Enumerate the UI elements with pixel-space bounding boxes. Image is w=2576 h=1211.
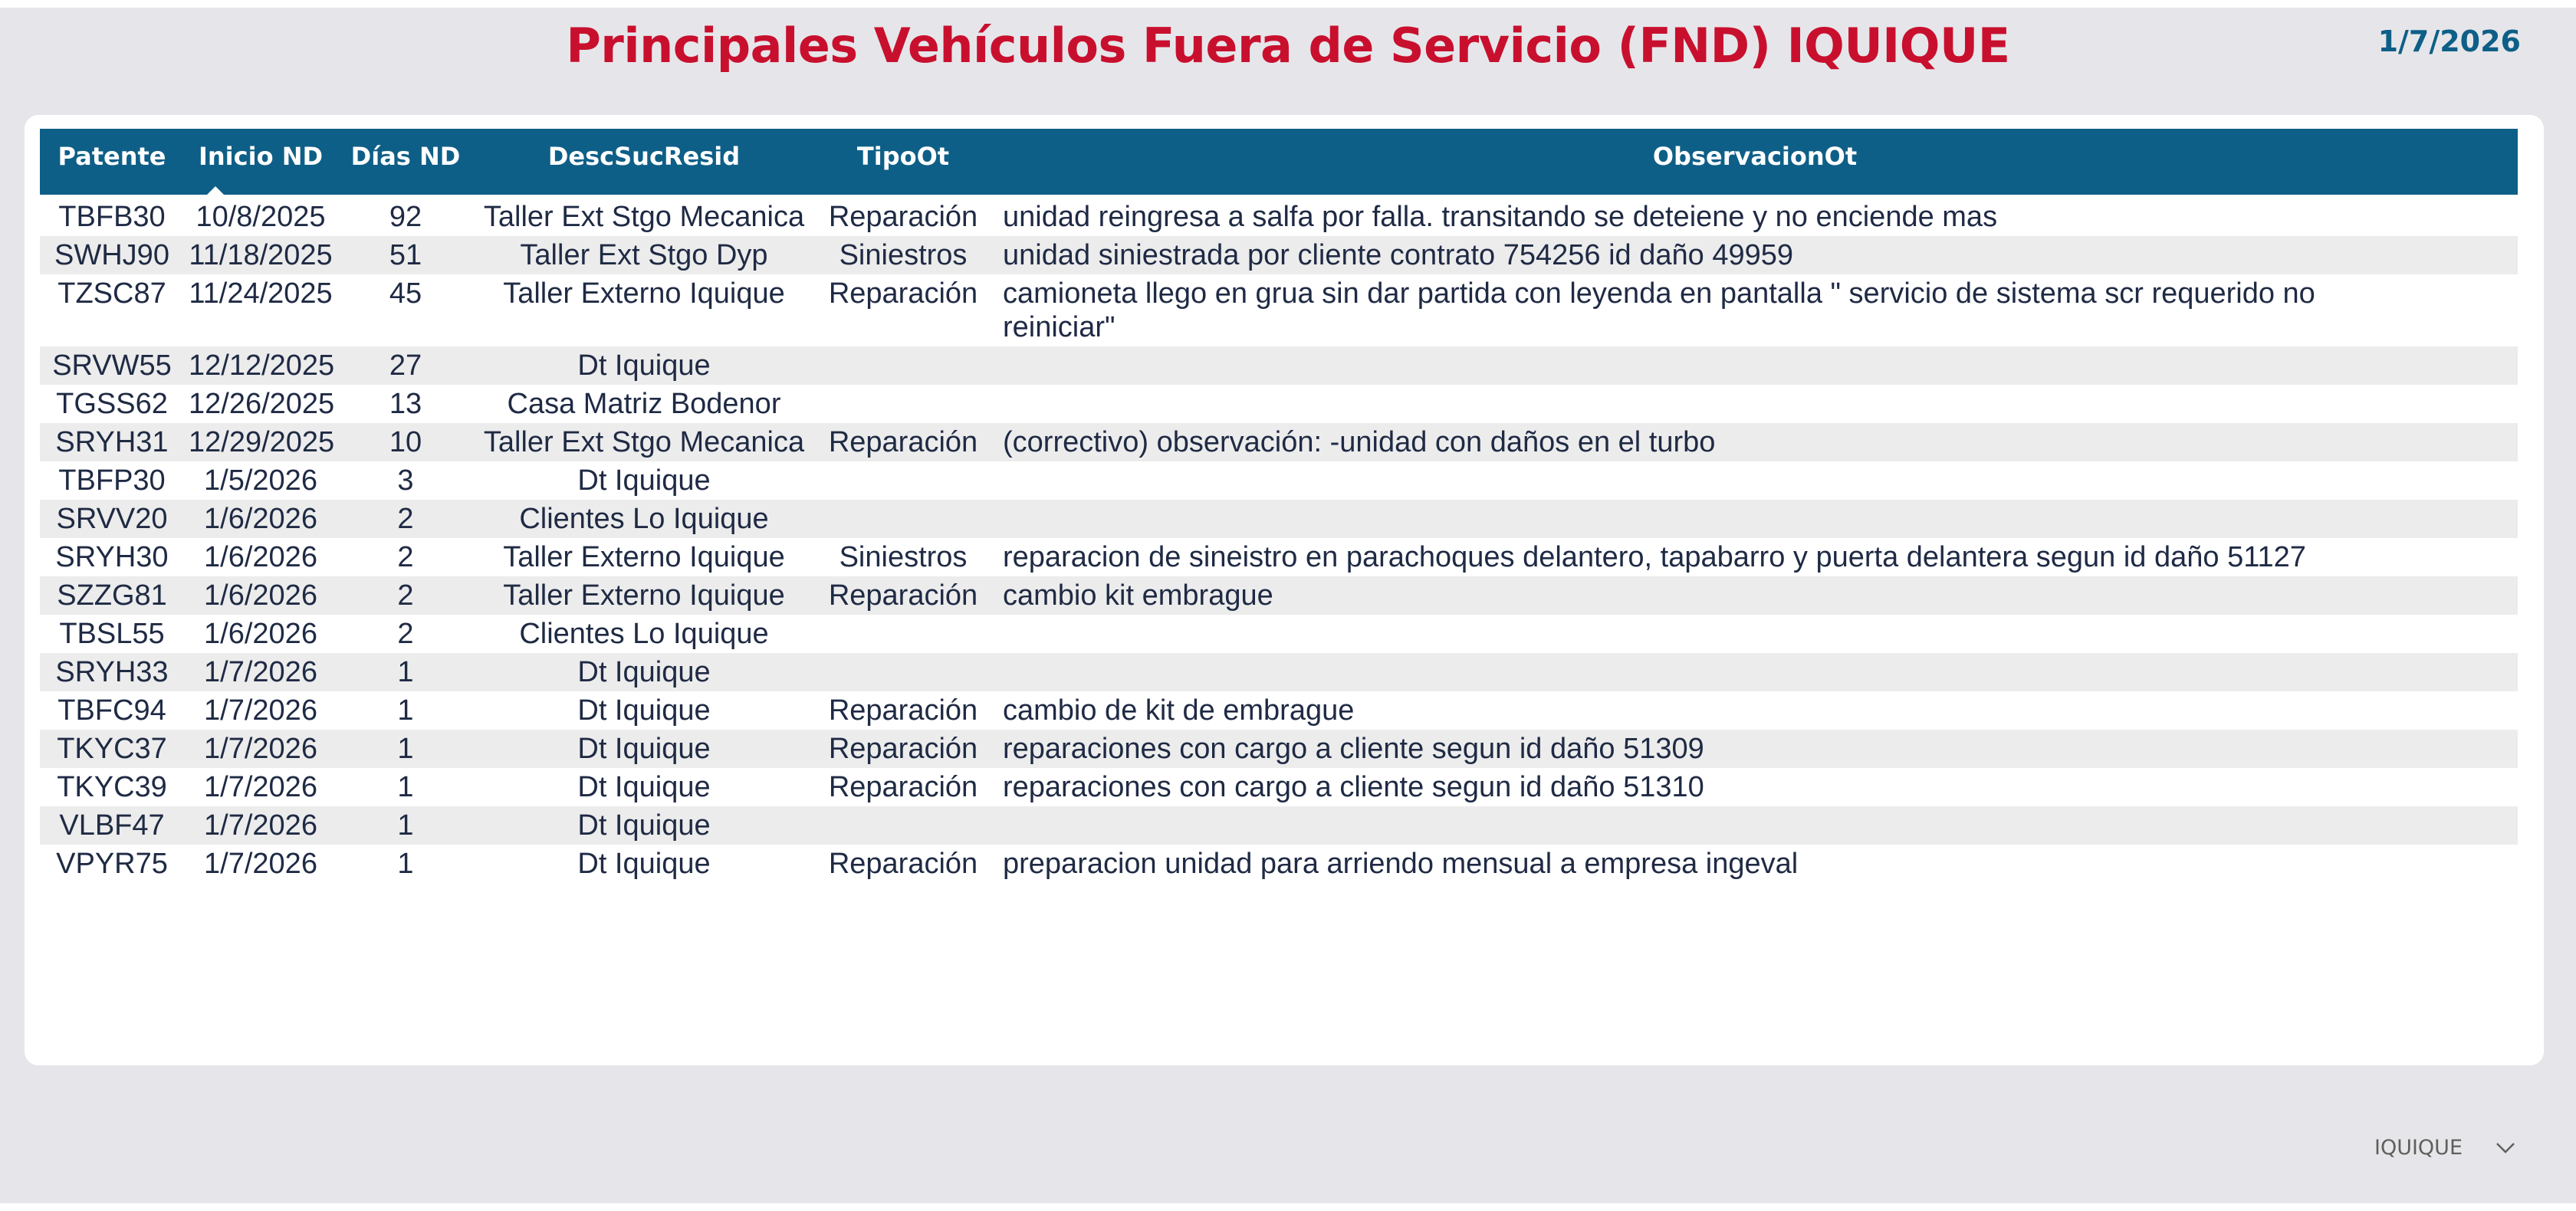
column-header-observacionot[interactable]: ObservacionOt [992,129,2518,196]
cell-descsucresid: Dt Iquique [474,461,814,500]
cell-dias-nd: 13 [337,385,474,423]
cell-patente: VLBF47 [40,806,184,845]
cell-patente: TBFB30 [40,196,184,236]
cell-tipoot: Reparación [814,423,992,461]
column-header-patente[interactable]: Patente [40,129,184,196]
cell-tipoot [814,653,992,691]
cell-observacionot: cambio de kit de embrague [992,691,2518,730]
cell-dias-nd: 1 [337,768,474,806]
column-header-label: Inicio ND [198,142,324,171]
cell-patente: TKYC39 [40,768,184,806]
cell-tipoot: Reparación [814,768,992,806]
cell-tipoot [814,346,992,385]
cell-tipoot: Reparación [814,576,992,615]
cell-observacionot: reparaciones con cargo a cliente segun id daño 51309 [992,730,2518,768]
cell-descsucresid: Dt Iquique [474,845,814,883]
sort-ascending-icon [207,186,224,195]
cell-tipoot: Reparación [814,196,992,236]
cell-inicio-nd: 1/6/2026 [184,500,337,538]
cell-inicio-nd: 1/7/2026 [184,730,337,768]
report-date: 1/7/2026 [2377,25,2521,58]
table-row[interactable] [40,615,2518,653]
cell-inicio-nd: 11/24/2025 [184,274,337,346]
cell-dias-nd: 2 [337,538,474,576]
cell-dias-nd: 2 [337,615,474,653]
cell-descsucresid: Dt Iquique [474,653,814,691]
cell-observacionot: reparaciones con cargo a cliente segun id daño 51310 [992,768,2518,806]
cell-observacionot [992,615,2518,653]
table-body [40,196,2518,883]
cell-descsucresid: Dt Iquique [474,806,814,845]
cell-inicio-nd: 1/7/2026 [184,806,337,845]
cell-patente: SWHJ90 [40,236,184,274]
cell-descsucresid: Dt Iquique [474,768,814,806]
cell-observacionot: (correctivo) observación: -unidad con daños en el turbo [992,423,2518,461]
cell-descsucresid: Dt Iquique [474,346,814,385]
cell-patente: TKYC37 [40,730,184,768]
cell-dias-nd: 1 [337,653,474,691]
cell-dias-nd: 1 [337,730,474,768]
cell-descsucresid: Taller Ext Stgo Mecanica [474,196,814,236]
column-header-dias-nd[interactable]: Días ND [337,129,474,196]
cell-descsucresid: Taller Ext Stgo Mecanica [474,423,814,461]
cell-patente: TZSC87 [40,274,184,346]
cell-tipoot: Siniestros [814,236,992,274]
page-title: Principales Vehículos Fuera de Servicio (FND) IQUIQUE [566,18,2010,74]
cell-descsucresid: Taller Externo Iquique [474,274,814,346]
cell-patente: SRYH30 [40,538,184,576]
cell-tipoot: Siniestros [814,538,992,576]
cell-inicio-nd: 12/29/2025 [184,423,337,461]
branch-slicer-value[interactable]: IQUIQUE [2374,1136,2463,1160]
table-row[interactable] [40,461,2518,500]
cell-descsucresid: Casa Matriz Bodenor [474,385,814,423]
cell-observacionot [992,500,2518,538]
table-header-row [40,129,2518,196]
cell-observacionot [992,385,2518,423]
cell-patente: TBSL55 [40,615,184,653]
cell-tipoot: Reparación [814,691,992,730]
cell-inicio-nd: 12/12/2025 [184,346,337,385]
cell-inicio-nd: 1/7/2026 [184,691,337,730]
cell-descsucresid: Taller Externo Iquique [474,538,814,576]
table-row[interactable] [40,274,2518,346]
cell-dias-nd: 92 [337,196,474,236]
cell-observacionot: unidad siniestrada por cliente contrato 754256 id daño 49959 [992,236,2518,274]
table-row[interactable] [40,691,2518,730]
cell-tipoot [814,806,992,845]
cell-patente: SRYH33 [40,653,184,691]
table-row[interactable] [40,196,2518,236]
cell-dias-nd: 10 [337,423,474,461]
cell-observacionot [992,346,2518,385]
cell-dias-nd: 2 [337,500,474,538]
cell-tipoot: Reparación [814,274,992,346]
column-header-inicio-nd[interactable] [184,129,337,196]
table-row[interactable] [40,845,2518,883]
cell-descsucresid: Taller Ext Stgo Dyp [474,236,814,274]
table-row[interactable] [40,730,2518,768]
table-row[interactable] [40,576,2518,615]
cell-dias-nd: 27 [337,346,474,385]
cell-tipoot [814,461,992,500]
chevron-down-icon[interactable] [2490,1133,2521,1163]
table-row[interactable] [40,653,2518,691]
cell-dias-nd: 51 [337,236,474,274]
cell-inicio-nd: 1/7/2026 [184,845,337,883]
cell-patente: SZZG81 [40,576,184,615]
cell-descsucresid: Taller Externo Iquique [474,576,814,615]
cell-inicio-nd: 1/6/2026 [184,576,337,615]
cell-descsucresid: Dt Iquique [474,730,814,768]
cell-tipoot: Reparación [814,845,992,883]
cell-patente: SRYH31 [40,423,184,461]
cell-observacionot [992,806,2518,845]
cell-patente: TGSS62 [40,385,184,423]
table-row[interactable] [40,346,2518,385]
cell-patente: SRVV20 [40,500,184,538]
cell-observacionot [992,653,2518,691]
cell-inicio-nd: 10/8/2025 [184,196,337,236]
cell-inicio-nd: 1/6/2026 [184,538,337,576]
cell-dias-nd: 1 [337,806,474,845]
cell-descsucresid: Clientes Lo Iquique [474,500,814,538]
cell-observacionot: cambio kit embrague [992,576,2518,615]
cell-dias-nd: 45 [337,274,474,346]
cell-tipoot [814,385,992,423]
table-row[interactable] [40,538,2518,576]
cell-tipoot: Reparación [814,730,992,768]
cell-descsucresid: Clientes Lo Iquique [474,615,814,653]
cell-tipoot [814,615,992,653]
cell-observacionot: unidad reingresa a salfa por falla. transitando se deteiene y no enciende mas [992,196,2518,236]
cell-inicio-nd: 1/6/2026 [184,615,337,653]
cell-inicio-nd: 1/7/2026 [184,768,337,806]
cell-observacionot [992,461,2518,500]
cell-inicio-nd: 1/7/2026 [184,653,337,691]
table-row[interactable] [40,236,2518,274]
cell-dias-nd: 2 [337,576,474,615]
cell-descsucresid: Dt Iquique [474,691,814,730]
cell-dias-nd: 1 [337,691,474,730]
table-row[interactable] [40,806,2518,845]
cell-dias-nd: 1 [337,845,474,883]
table-row[interactable] [40,385,2518,423]
cell-tipoot [814,500,992,538]
cell-dias-nd: 3 [337,461,474,500]
cell-patente: VPYR75 [40,845,184,883]
cell-inicio-nd: 1/5/2026 [184,461,337,500]
table-row[interactable] [40,768,2518,806]
cell-patente: TBFC94 [40,691,184,730]
cell-patente: SRVW55 [40,346,184,385]
column-header-tipoot[interactable]: TipoOt [814,129,992,196]
table-row[interactable] [40,500,2518,538]
table-row[interactable] [40,423,2518,461]
vehicles-table [40,129,2518,883]
cell-inicio-nd: 11/18/2025 [184,236,337,274]
column-header-descsucresid[interactable]: DescSucResid [474,129,814,196]
cell-observacionot: preparacion unidad para arriendo mensual a empresa ingeval [992,845,2518,883]
cell-patente: TBFP30 [40,461,184,500]
cell-observacionot: camioneta llego en grua sin dar partida con leyenda en pantalla " servicio de sistema scr requerido no reiniciar" [992,274,2518,346]
cell-inicio-nd: 12/26/2025 [184,385,337,423]
cell-observacionot: reparacion de sineistro en parachoques delantero, tapabarro y puerta delantera segun id daño 51127 [992,538,2518,576]
